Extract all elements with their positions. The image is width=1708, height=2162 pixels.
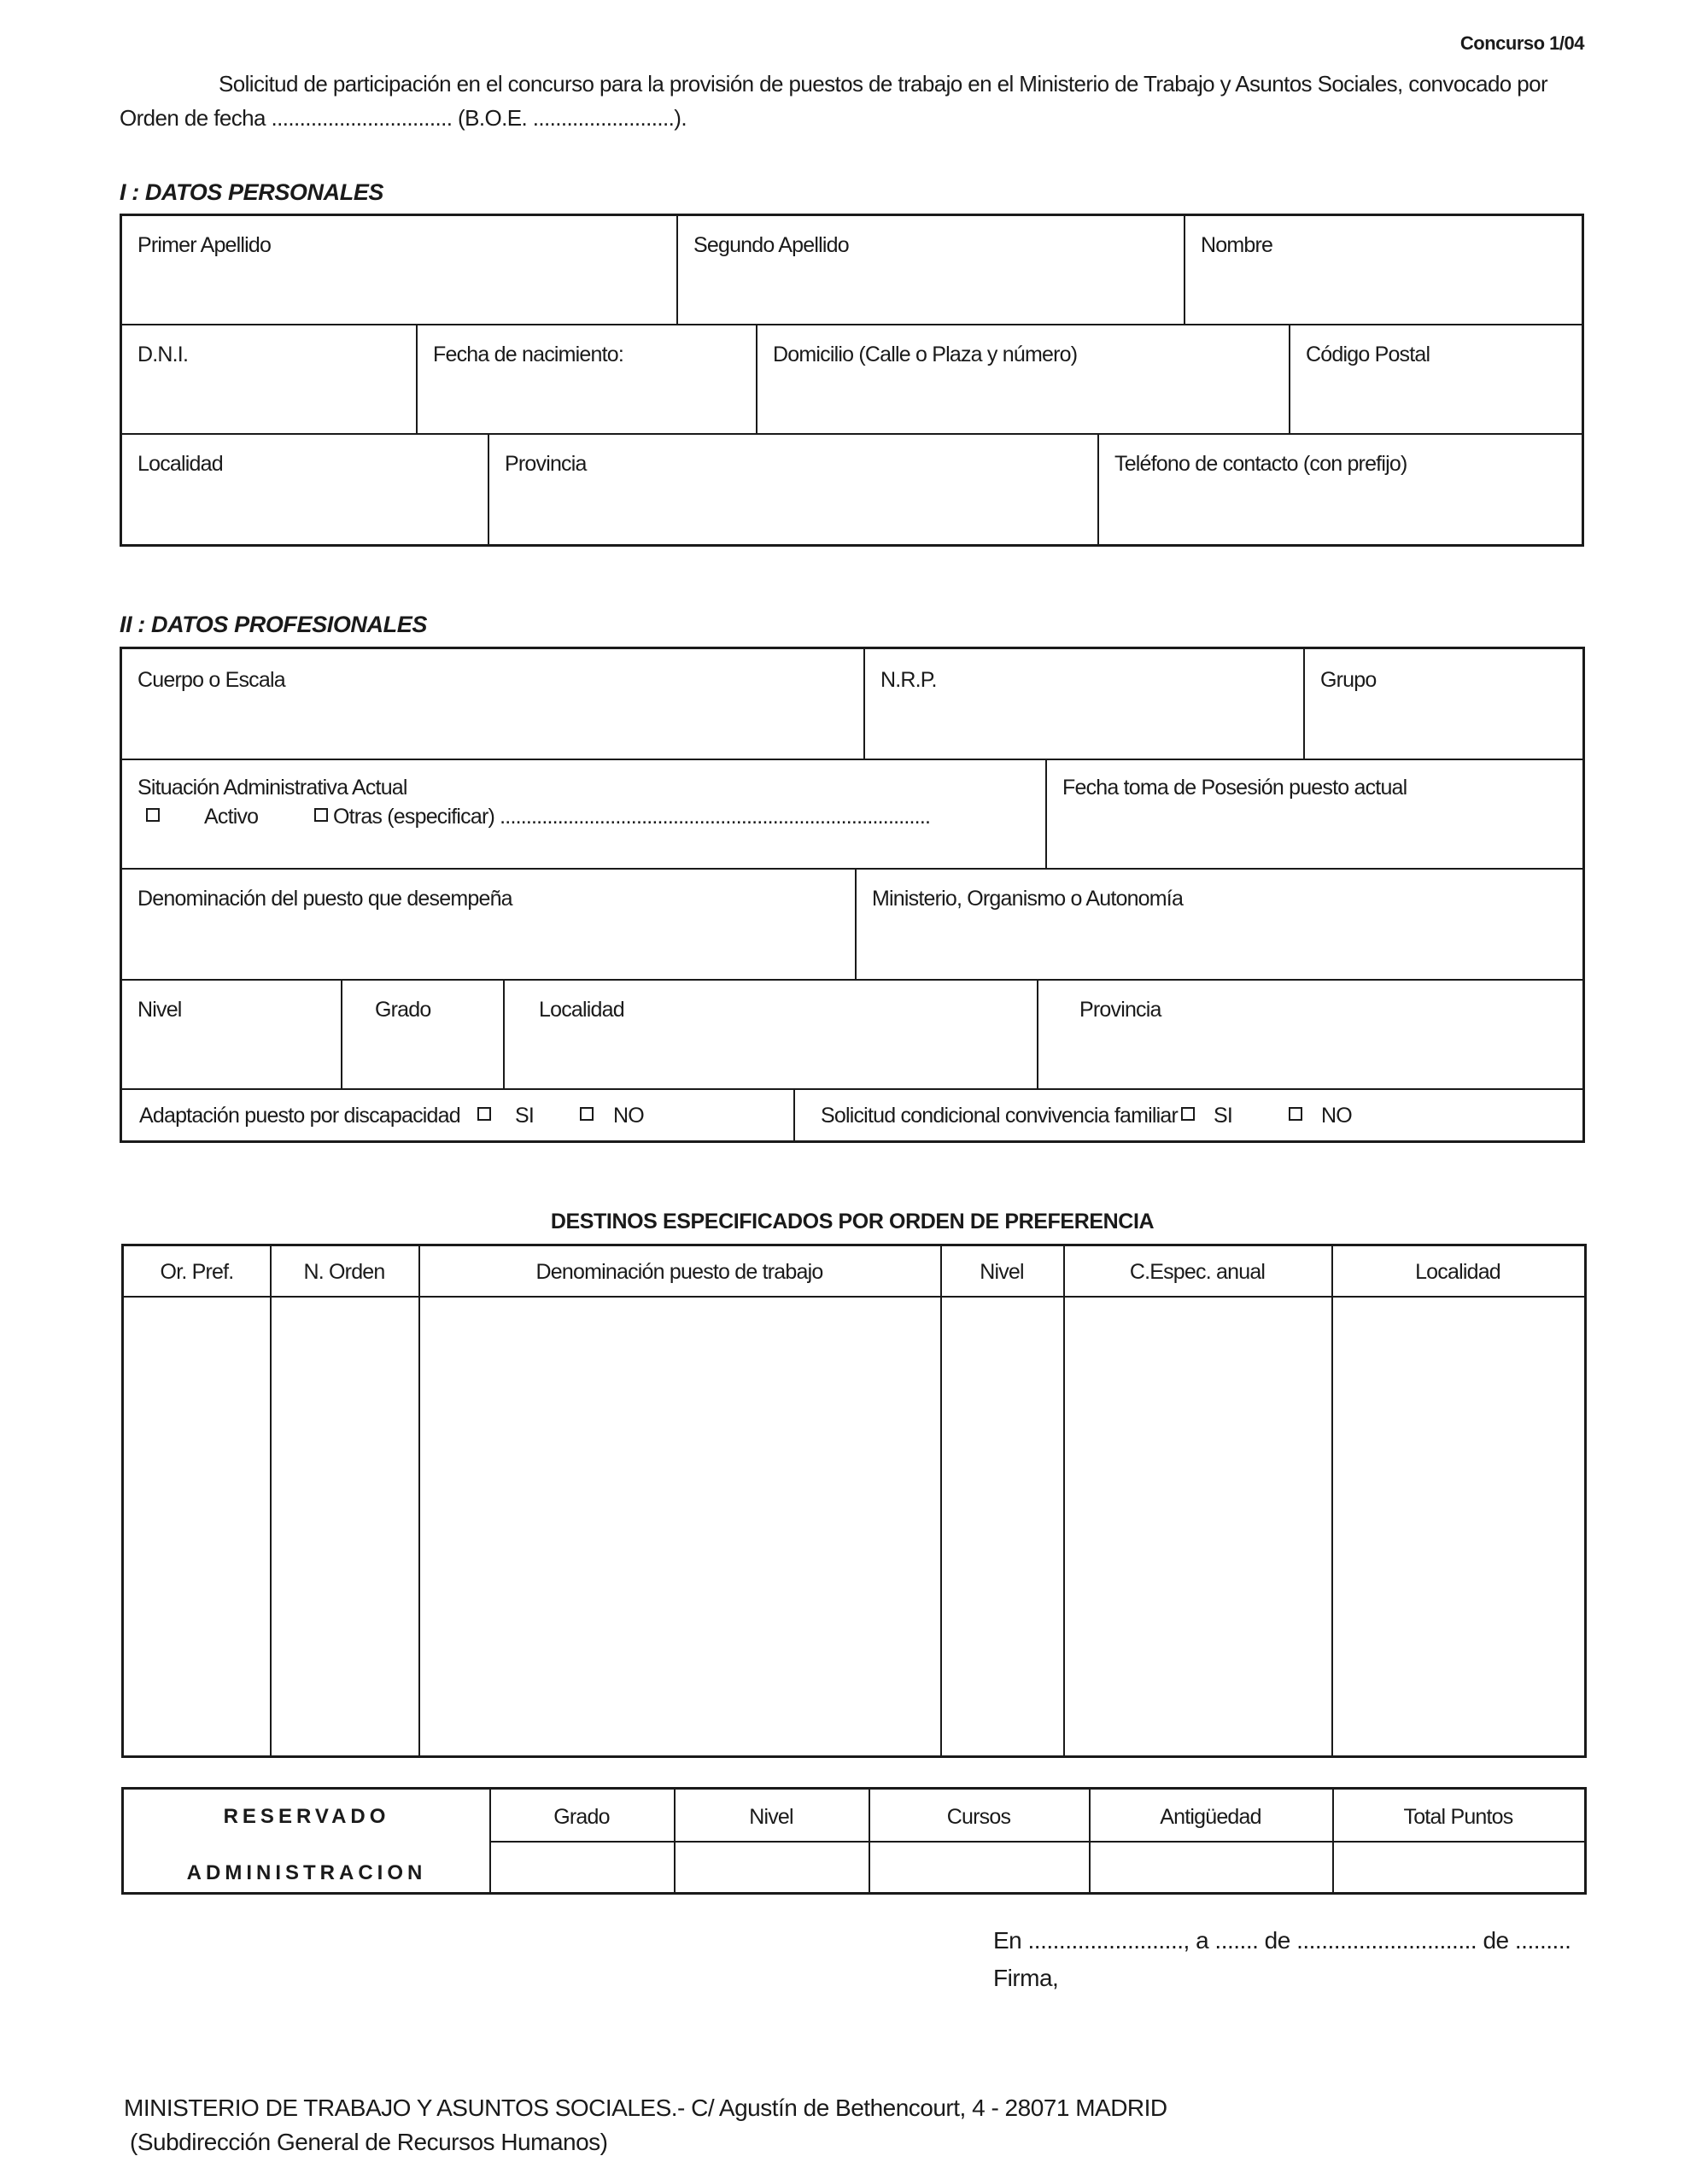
adaptacion-field	[122, 1090, 795, 1140]
fecha-nacimiento-field[interactable]	[418, 325, 757, 435]
section-professional-title: II : DATOS PROFESIONALES	[120, 612, 427, 637]
ministerio-label: Ministerio, Organismo o Autonomía	[872, 887, 1184, 911]
segundo-apellido-label: Segundo Apellido	[693, 233, 849, 257]
reservado-label: RESERVADO	[223, 1805, 390, 1828]
reservado-table	[121, 1787, 1587, 1895]
col-nivel: Nivel	[980, 1260, 1024, 1284]
fecha-toma-field[interactable]	[1047, 760, 1582, 870]
grupo-field[interactable]	[1305, 649, 1582, 760]
primer-apellido-field[interactable]	[122, 216, 678, 325]
telefono-field[interactable]	[1099, 435, 1582, 544]
provincia-field[interactable]	[489, 435, 1099, 544]
convivencia-label: Solicitud condicional convivencia familiar	[821, 1104, 1179, 1128]
col-localidad: Localidad	[1415, 1260, 1500, 1284]
lugar-fecha-line[interactable]: En ........................., a ....... de ............................. de .........	[993, 1927, 1571, 1954]
grado-label: Grado	[375, 998, 431, 1022]
otras-checkbox[interactable]	[314, 808, 328, 822]
situacion-label: Situación Administrativa Actual	[137, 776, 407, 800]
codigo-postal-field[interactable]	[1290, 325, 1582, 435]
localidad-field[interactable]	[122, 435, 489, 544]
convivencia-no-checkbox[interactable]	[1289, 1107, 1302, 1121]
grado-field[interactable]	[342, 981, 505, 1090]
activo-label: Activo	[204, 805, 259, 829]
provincia-prof-label: Provincia	[1079, 998, 1161, 1022]
reservado-header-divider	[489, 1841, 1584, 1843]
cuerpo-escala-field[interactable]	[122, 649, 865, 760]
domicilio-label: Domicilio (Calle o Plaza y número)	[773, 343, 1078, 366]
convivencia-si-label: SI	[1214, 1104, 1233, 1128]
domicilio-field[interactable]	[757, 325, 1290, 435]
col-total-puntos: Total Puntos	[1403, 1805, 1513, 1829]
adaptacion-si-label: SI	[515, 1104, 535, 1128]
footer-address: MINISTERIO DE TRABAJO Y ASUNTOS SOCIALES.- C/ Agustín de Bethencourt, 4 - 28071 MADRID	[124, 2095, 1167, 2121]
fecha-nacimiento-label: Fecha de nacimiento:	[433, 343, 624, 366]
convivencia-field	[795, 1090, 1582, 1140]
localidad-label: Localidad	[137, 452, 223, 476]
codigo-postal-label: Código Postal	[1306, 343, 1430, 366]
nombre-field[interactable]	[1185, 216, 1582, 325]
ministerio-field[interactable]	[857, 870, 1582, 981]
nivel-field[interactable]	[122, 981, 342, 1090]
denominacion-field[interactable]	[122, 870, 857, 981]
col-nivel: Nivel	[749, 1805, 793, 1829]
localidad-prof-field[interactable]	[505, 981, 1038, 1090]
convivencia-no-label: NO	[1321, 1104, 1352, 1128]
form-reference: Concurso 1/04	[1459, 32, 1584, 54]
denominacion-label: Denominación del puesto que desempeña	[137, 887, 512, 911]
col-cursos: Cursos	[946, 1805, 1011, 1829]
col-or-pref: Or. Pref.	[160, 1260, 234, 1284]
destinos-table	[121, 1244, 1587, 1758]
dni-label: D.N.I.	[137, 343, 189, 366]
adaptacion-no-label: NO	[613, 1104, 644, 1128]
primer-apellido-label: Primer Apellido	[137, 233, 272, 257]
professional-data-frame	[120, 647, 1585, 1143]
adaptacion-label: Adaptación puesto por discapacidad	[139, 1104, 460, 1128]
col-grado: Grado	[553, 1805, 610, 1829]
convivencia-si-checkbox[interactable]	[1181, 1107, 1195, 1121]
administracion-label: ADMINISTRACION	[186, 1861, 427, 1884]
adaptacion-no-checkbox[interactable]	[580, 1107, 594, 1121]
nrp-label: N.R.P.	[880, 668, 937, 692]
destinos-title: DESTINOS ESPECIFICADOS POR ORDEN DE PREFERENCIA	[550, 1210, 1155, 1233]
provincia-label: Provincia	[505, 452, 587, 476]
segundo-apellido-field[interactable]	[678, 216, 1185, 325]
nivel-label: Nivel	[137, 998, 182, 1022]
firma-label: Firma,	[993, 1965, 1059, 1991]
col-antiguedad: Antigüedad	[1160, 1805, 1261, 1829]
adaptacion-si-checkbox[interactable]	[477, 1107, 491, 1121]
telefono-label: Teléfono de contacto (con prefijo)	[1114, 452, 1407, 476]
localidad-prof-label: Localidad	[539, 998, 624, 1022]
section-personal-title: I : DATOS PERSONALES	[120, 179, 384, 205]
dni-field[interactable]	[122, 325, 418, 435]
activo-checkbox[interactable]	[146, 808, 160, 822]
cuerpo-escala-label: Cuerpo o Escala	[137, 668, 285, 692]
destinos-body[interactable]	[124, 1298, 1584, 1755]
footer-department: (Subdirección General de Recursos Humanos)	[130, 2129, 608, 2155]
provincia-prof-field[interactable]	[1038, 981, 1582, 1090]
personal-data-frame	[120, 214, 1584, 547]
grupo-label: Grupo	[1320, 668, 1377, 692]
nombre-label: Nombre	[1201, 233, 1273, 257]
nrp-field[interactable]	[865, 649, 1305, 760]
otras-label[interactable]: Otras (especificar) ..................................................................................	[333, 805, 931, 829]
col-c-espec: C.Espec. anual	[1129, 1260, 1266, 1284]
col-denominacion: Denominación puesto de trabajo	[535, 1260, 823, 1284]
fecha-toma-label: Fecha toma de Posesión puesto actual	[1062, 776, 1407, 800]
situacion-field	[122, 760, 1047, 870]
col-n-orden: N. Orden	[303, 1260, 385, 1284]
intro-paragraph: Solicitud de participación en el concurso para la provisión de puestos de trabajo en el Ministerio de Trabajo y Asuntos Sociales, convocado por Orden de fecha ................................ (B.O.E. .........................).	[120, 71, 1548, 131]
